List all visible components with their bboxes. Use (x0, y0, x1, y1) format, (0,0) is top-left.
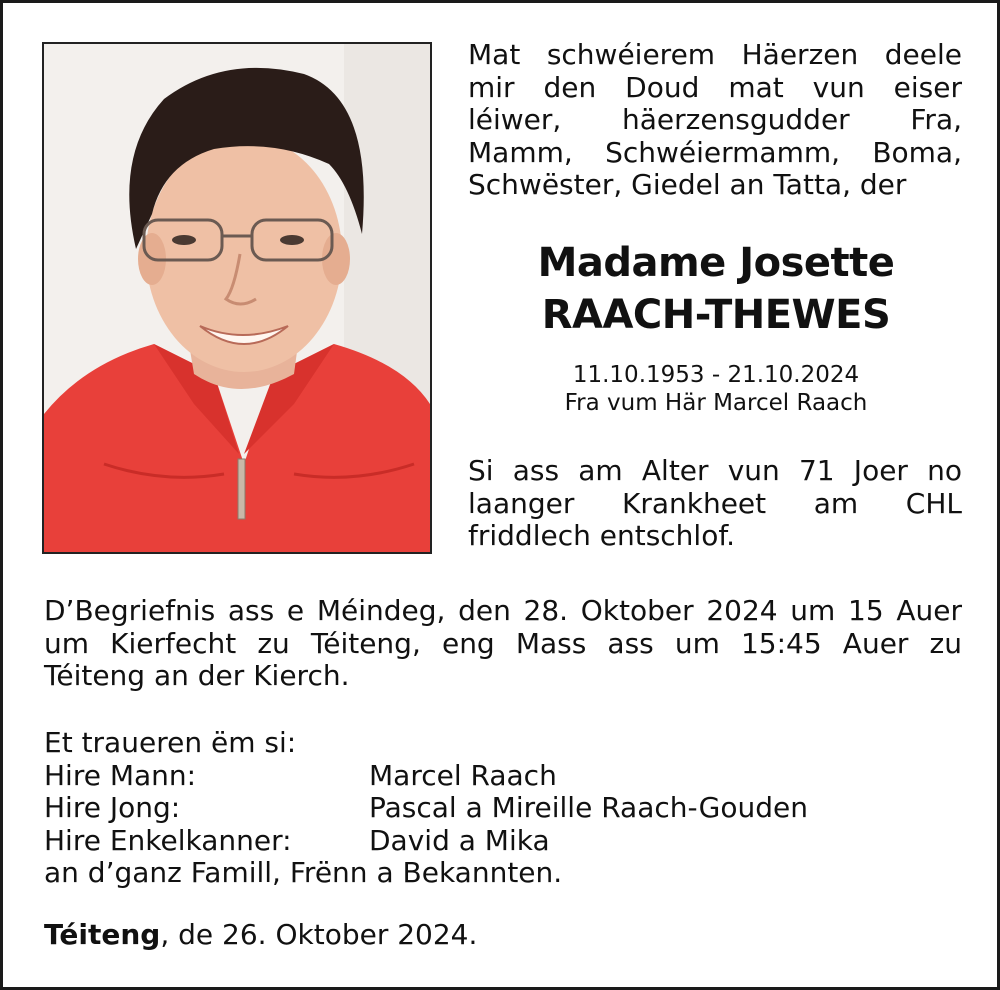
mourner-row (44, 825, 962, 858)
intro-line: Schwëster, Giedel an Tatta, der (468, 168, 907, 201)
illness-line: Si ass am Alter vun 71 Joer no (468, 454, 962, 487)
intro-line: Mat schwéierem Häerzen deele (468, 38, 962, 71)
funeral-line: D’Begriefnis ass e Méindeg, den 28. Oktober 2024 um 15 Auer (44, 594, 962, 627)
mourner-value: David a Mika (369, 823, 550, 857)
signoff-date: , de 26. Oktober 2024. (160, 918, 478, 951)
mourner-label: Hire Enkelkanner: (44, 823, 292, 857)
mourners-closing: an d’ganz Famill, Frënn a Bekannten. (44, 856, 563, 889)
mourner-value: Pascal a Mireille Raach-Gouden (369, 791, 808, 824)
mourner-value: Marcel Raach (369, 758, 557, 792)
funeral-text (44, 595, 962, 693)
illness-line: laanger Krankheet am CHL (468, 486, 962, 520)
mourners-list (44, 727, 962, 890)
mourner-row (44, 760, 962, 793)
intro-text (468, 39, 962, 202)
intro-line: léiwer, häerzensgudder Fra, (468, 103, 962, 136)
deceased-name (468, 237, 964, 341)
deceased-name-line2: RAACH-THEWES (541, 292, 891, 338)
funeral-line: Téiteng an der Kierch. (44, 659, 350, 692)
intro-line: mir den Doud mat vun eiser (468, 70, 962, 104)
mourner-label: Hire Jong: (44, 791, 181, 824)
life-dates: 11.10.1953 - 21.10.2024 (572, 362, 860, 388)
spouse-note: Fra vum Här Marcel Raach (564, 390, 868, 416)
mourners-heading: Et traueren ëm si: (44, 726, 297, 759)
illness-text (468, 455, 962, 553)
mourner-label: Hire Mann: (44, 758, 197, 792)
portrait-photo-icon (44, 44, 430, 552)
life-dates-block (468, 361, 964, 417)
funeral-line: um Kierfecht zu Téiteng, eng Mass ass um 15:45 Auer zu (44, 626, 962, 660)
signoff (44, 919, 962, 952)
deceased-name-line1: Madame Josette (537, 240, 895, 286)
portrait-photo (42, 42, 432, 554)
illness-line: friddlech entschlof. (468, 519, 736, 552)
intro-line: Mamm, Schwéiermamm, Boma, (468, 135, 962, 169)
signoff-place: Téiteng (44, 918, 161, 951)
mourner-row (44, 792, 962, 825)
